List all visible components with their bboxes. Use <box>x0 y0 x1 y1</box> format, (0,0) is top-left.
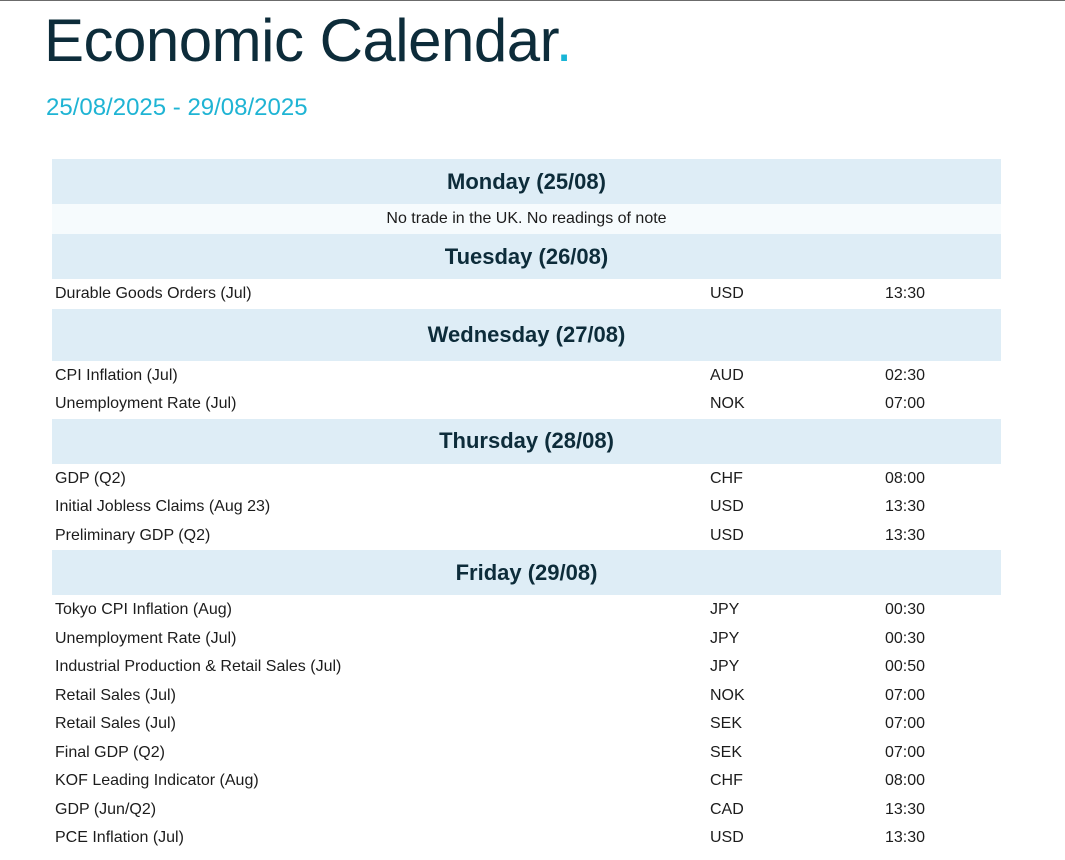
day-header-friday: Friday (29/08) <box>52 550 1001 595</box>
events-friday <box>52 595 1001 853</box>
event-name: Retail Sales (Jul) <box>55 686 176 704</box>
event-row <box>52 362 1001 391</box>
event-row <box>52 739 1001 768</box>
event-row <box>52 796 1001 825</box>
event-time: 13:30 <box>885 800 926 818</box>
event-time: 13:30 <box>885 498 926 515</box>
event-currency: USD <box>710 498 744 515</box>
event-currency: JPY <box>710 601 740 618</box>
event-time: 13:30 <box>885 829 926 846</box>
event-currency: NOK <box>710 686 745 704</box>
day-header-monday: Monday (25/08) <box>52 159 1001 204</box>
day-header-thursday: Thursday (28/08) <box>52 419 1001 464</box>
event-currency: SEK <box>710 743 743 761</box>
event-currency: JPY <box>710 629 740 647</box>
event-row <box>52 625 1001 654</box>
event-currency: CHF <box>710 469 743 487</box>
event-name: Durable Goods Orders (Jul) <box>55 285 252 302</box>
events-tuesday <box>52 279 1001 309</box>
event-name: GDP (Jun/Q2) <box>55 800 157 818</box>
event-row <box>52 465 1001 494</box>
event-name: Retail Sales (Jul) <box>55 715 176 732</box>
event-name: Industrial Production & Retail Sales (Jul) <box>55 658 342 675</box>
event-time: 07:00 <box>885 395 926 412</box>
event-name: Unemployment Rate (Jul) <box>55 395 237 412</box>
event-row <box>52 596 1001 625</box>
event-time: 00:30 <box>885 629 926 647</box>
day-header-tuesday: Tuesday (26/08) <box>52 234 1001 279</box>
event-currency: SEK <box>710 715 743 732</box>
event-row <box>52 682 1001 711</box>
event-row <box>52 824 1001 853</box>
event-time: 13:30 <box>885 285 926 302</box>
day-note-monday: No trade in the UK. No readings of note <box>52 204 1001 234</box>
event-name: Tokyo CPI Inflation (Aug) <box>55 601 232 618</box>
event-name: Preliminary GDP (Q2) <box>55 526 211 544</box>
event-row <box>52 767 1001 796</box>
event-row <box>52 390 1001 419</box>
day-header-wednesday: Wednesday (27/08) <box>52 309 1001 361</box>
event-time: 08:00 <box>885 469 926 487</box>
page-title-text: Economic Calendar <box>44 7 556 74</box>
event-currency: USD <box>710 526 744 544</box>
events-thursday <box>52 464 1001 551</box>
event-name: Final GDP (Q2) <box>55 743 165 761</box>
event-name: CPI Inflation (Jul) <box>55 366 178 384</box>
event-name: KOF Leading Indicator (Aug) <box>55 772 259 789</box>
event-currency: USD <box>710 829 744 846</box>
event-name: GDP (Q2) <box>55 469 126 487</box>
event-name: Unemployment Rate (Jul) <box>55 629 237 647</box>
event-time: 13:30 <box>885 526 926 544</box>
event-currency: CHF <box>710 772 743 789</box>
event-currency: USD <box>710 285 744 302</box>
event-time: 07:00 <box>885 686 926 704</box>
date-range: 25/08/2025 - 29/08/2025 <box>46 94 308 121</box>
event-currency: JPY <box>710 658 740 675</box>
event-time: 00:30 <box>885 601 926 618</box>
economic-calendar-table <box>52 159 1001 853</box>
event-time: 07:00 <box>885 715 926 732</box>
event-row <box>52 280 1001 309</box>
event-time: 07:00 <box>885 743 926 761</box>
event-currency: CAD <box>710 800 744 818</box>
events-wednesday <box>52 361 1001 419</box>
page-title <box>44 6 572 76</box>
event-time: 00:50 <box>885 658 926 675</box>
event-row <box>52 522 1001 551</box>
title-accent-dot: . <box>555 7 572 74</box>
event-currency: AUD <box>710 366 744 384</box>
event-row <box>52 710 1001 739</box>
event-name: Initial Jobless Claims (Aug 23) <box>55 498 271 515</box>
top-divider <box>0 0 1065 1</box>
event-row <box>52 653 1001 682</box>
event-currency: NOK <box>710 395 745 412</box>
event-time: 02:30 <box>885 366 926 384</box>
event-name: PCE Inflation (Jul) <box>55 829 184 846</box>
event-time: 08:00 <box>885 772 926 789</box>
event-row <box>52 493 1001 522</box>
